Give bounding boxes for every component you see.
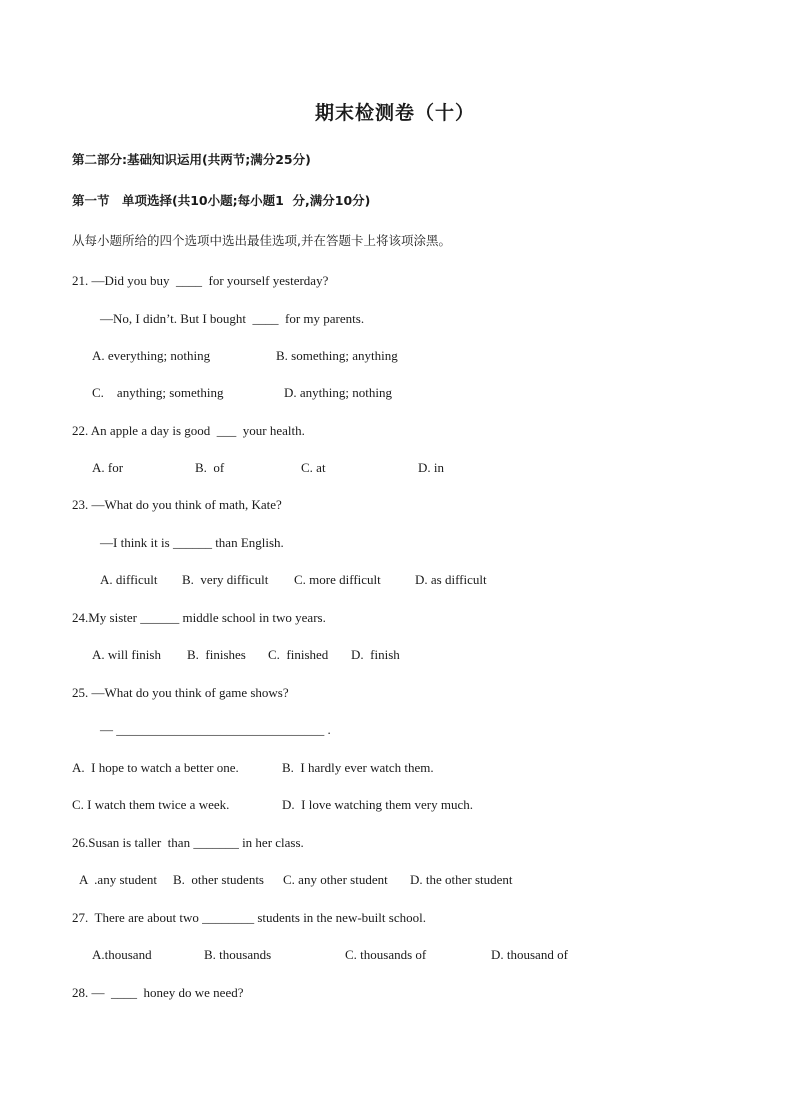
question-21-option-a[interactable]: A. everything; nothing bbox=[92, 348, 211, 363]
question-23-stem: 23. —What do you think of math, Kate? bbox=[72, 497, 282, 512]
question-22-stem: 22. An apple a day is good ___ your health. bbox=[72, 423, 305, 438]
question-23-option-b[interactable]: B. very difficult bbox=[182, 572, 269, 587]
question-27-option-c[interactable]: C. thousands of bbox=[345, 947, 427, 962]
question-25-option-b[interactable]: B. I hardly ever watch them. bbox=[282, 760, 434, 775]
question-24-option-a[interactable]: A. will finish bbox=[92, 647, 161, 662]
question-24-option-c[interactable]: C. finished bbox=[268, 647, 329, 662]
question-23-stem-reply: —I think it is ______ than English. bbox=[100, 535, 284, 550]
question-26-option-c[interactable]: C. any other student bbox=[283, 872, 388, 887]
question-22-option-c[interactable]: C. at bbox=[301, 460, 326, 475]
page-title: 期末检测卷（十） bbox=[314, 102, 475, 124]
question-27-option-d[interactable]: D. thousand of bbox=[491, 947, 568, 962]
question-23-option-a[interactable]: A. difficult bbox=[100, 572, 158, 587]
question-22-option-b[interactable]: B. of bbox=[195, 460, 225, 475]
question-22-option-a[interactable]: A. for bbox=[92, 460, 124, 475]
question-25-option-d[interactable]: D. I love watching them very much. bbox=[282, 797, 473, 812]
question-28-stem: 28. — ____ honey do we need? bbox=[72, 985, 244, 1000]
question-21-option-d[interactable]: D. anything; nothing bbox=[284, 385, 392, 400]
question-24-stem: 24.My sister ______ middle school in two years. bbox=[72, 610, 326, 625]
section-heading: 第一节 单项选择(共10小题;每小题1 分,满分10分) bbox=[72, 193, 371, 208]
question-25-option-a[interactable]: A. I hope to watch a better one. bbox=[72, 760, 239, 775]
question-21-option-b[interactable]: B. something; anything bbox=[276, 348, 398, 363]
question-26-stem: 26.Susan is taller than _______ in her class. bbox=[72, 835, 304, 850]
question-24-option-b[interactable]: B. finishes bbox=[187, 647, 246, 662]
question-25-answer-blank: — ________________________________ . bbox=[100, 722, 331, 737]
question-27-stem: 27. There are about two ________ students in the new-built school. bbox=[72, 910, 426, 925]
question-23-option-d[interactable]: D. as difficult bbox=[415, 572, 487, 587]
part-heading: 第二部分:基础知识运用(共两节;满分25分) bbox=[72, 152, 311, 167]
question-25-stem: 25. —What do you think of game shows? bbox=[72, 685, 289, 700]
question-27-option-a[interactable]: A.thousand bbox=[92, 947, 152, 962]
question-21-option-c[interactable]: C. anything; something bbox=[92, 385, 224, 400]
question-23-option-c[interactable]: C. more difficult bbox=[294, 572, 381, 587]
question-26-option-a[interactable]: A .any student bbox=[79, 872, 157, 887]
question-24-option-d[interactable]: D. finish bbox=[351, 647, 400, 662]
question-27-option-b[interactable]: B. thousands bbox=[204, 947, 272, 962]
instruction-text: 从每小题所给的四个选项中选出最佳选项,并在答题卡上将该项涂黑。 bbox=[72, 233, 451, 248]
question-22-option-d[interactable]: D. in bbox=[418, 460, 444, 475]
question-21-stem: 21. —Did you buy ____ for yourself yesterday? bbox=[72, 273, 329, 288]
question-26-option-d[interactable]: D. the other student bbox=[410, 872, 513, 887]
question-25-option-c[interactable]: C. I watch them twice a week. bbox=[72, 797, 230, 812]
question-26-option-b[interactable]: B. other students bbox=[173, 872, 264, 887]
question-21-stem-reply: —No, I didn’t. But I bought ____ for my parents. bbox=[100, 311, 365, 326]
